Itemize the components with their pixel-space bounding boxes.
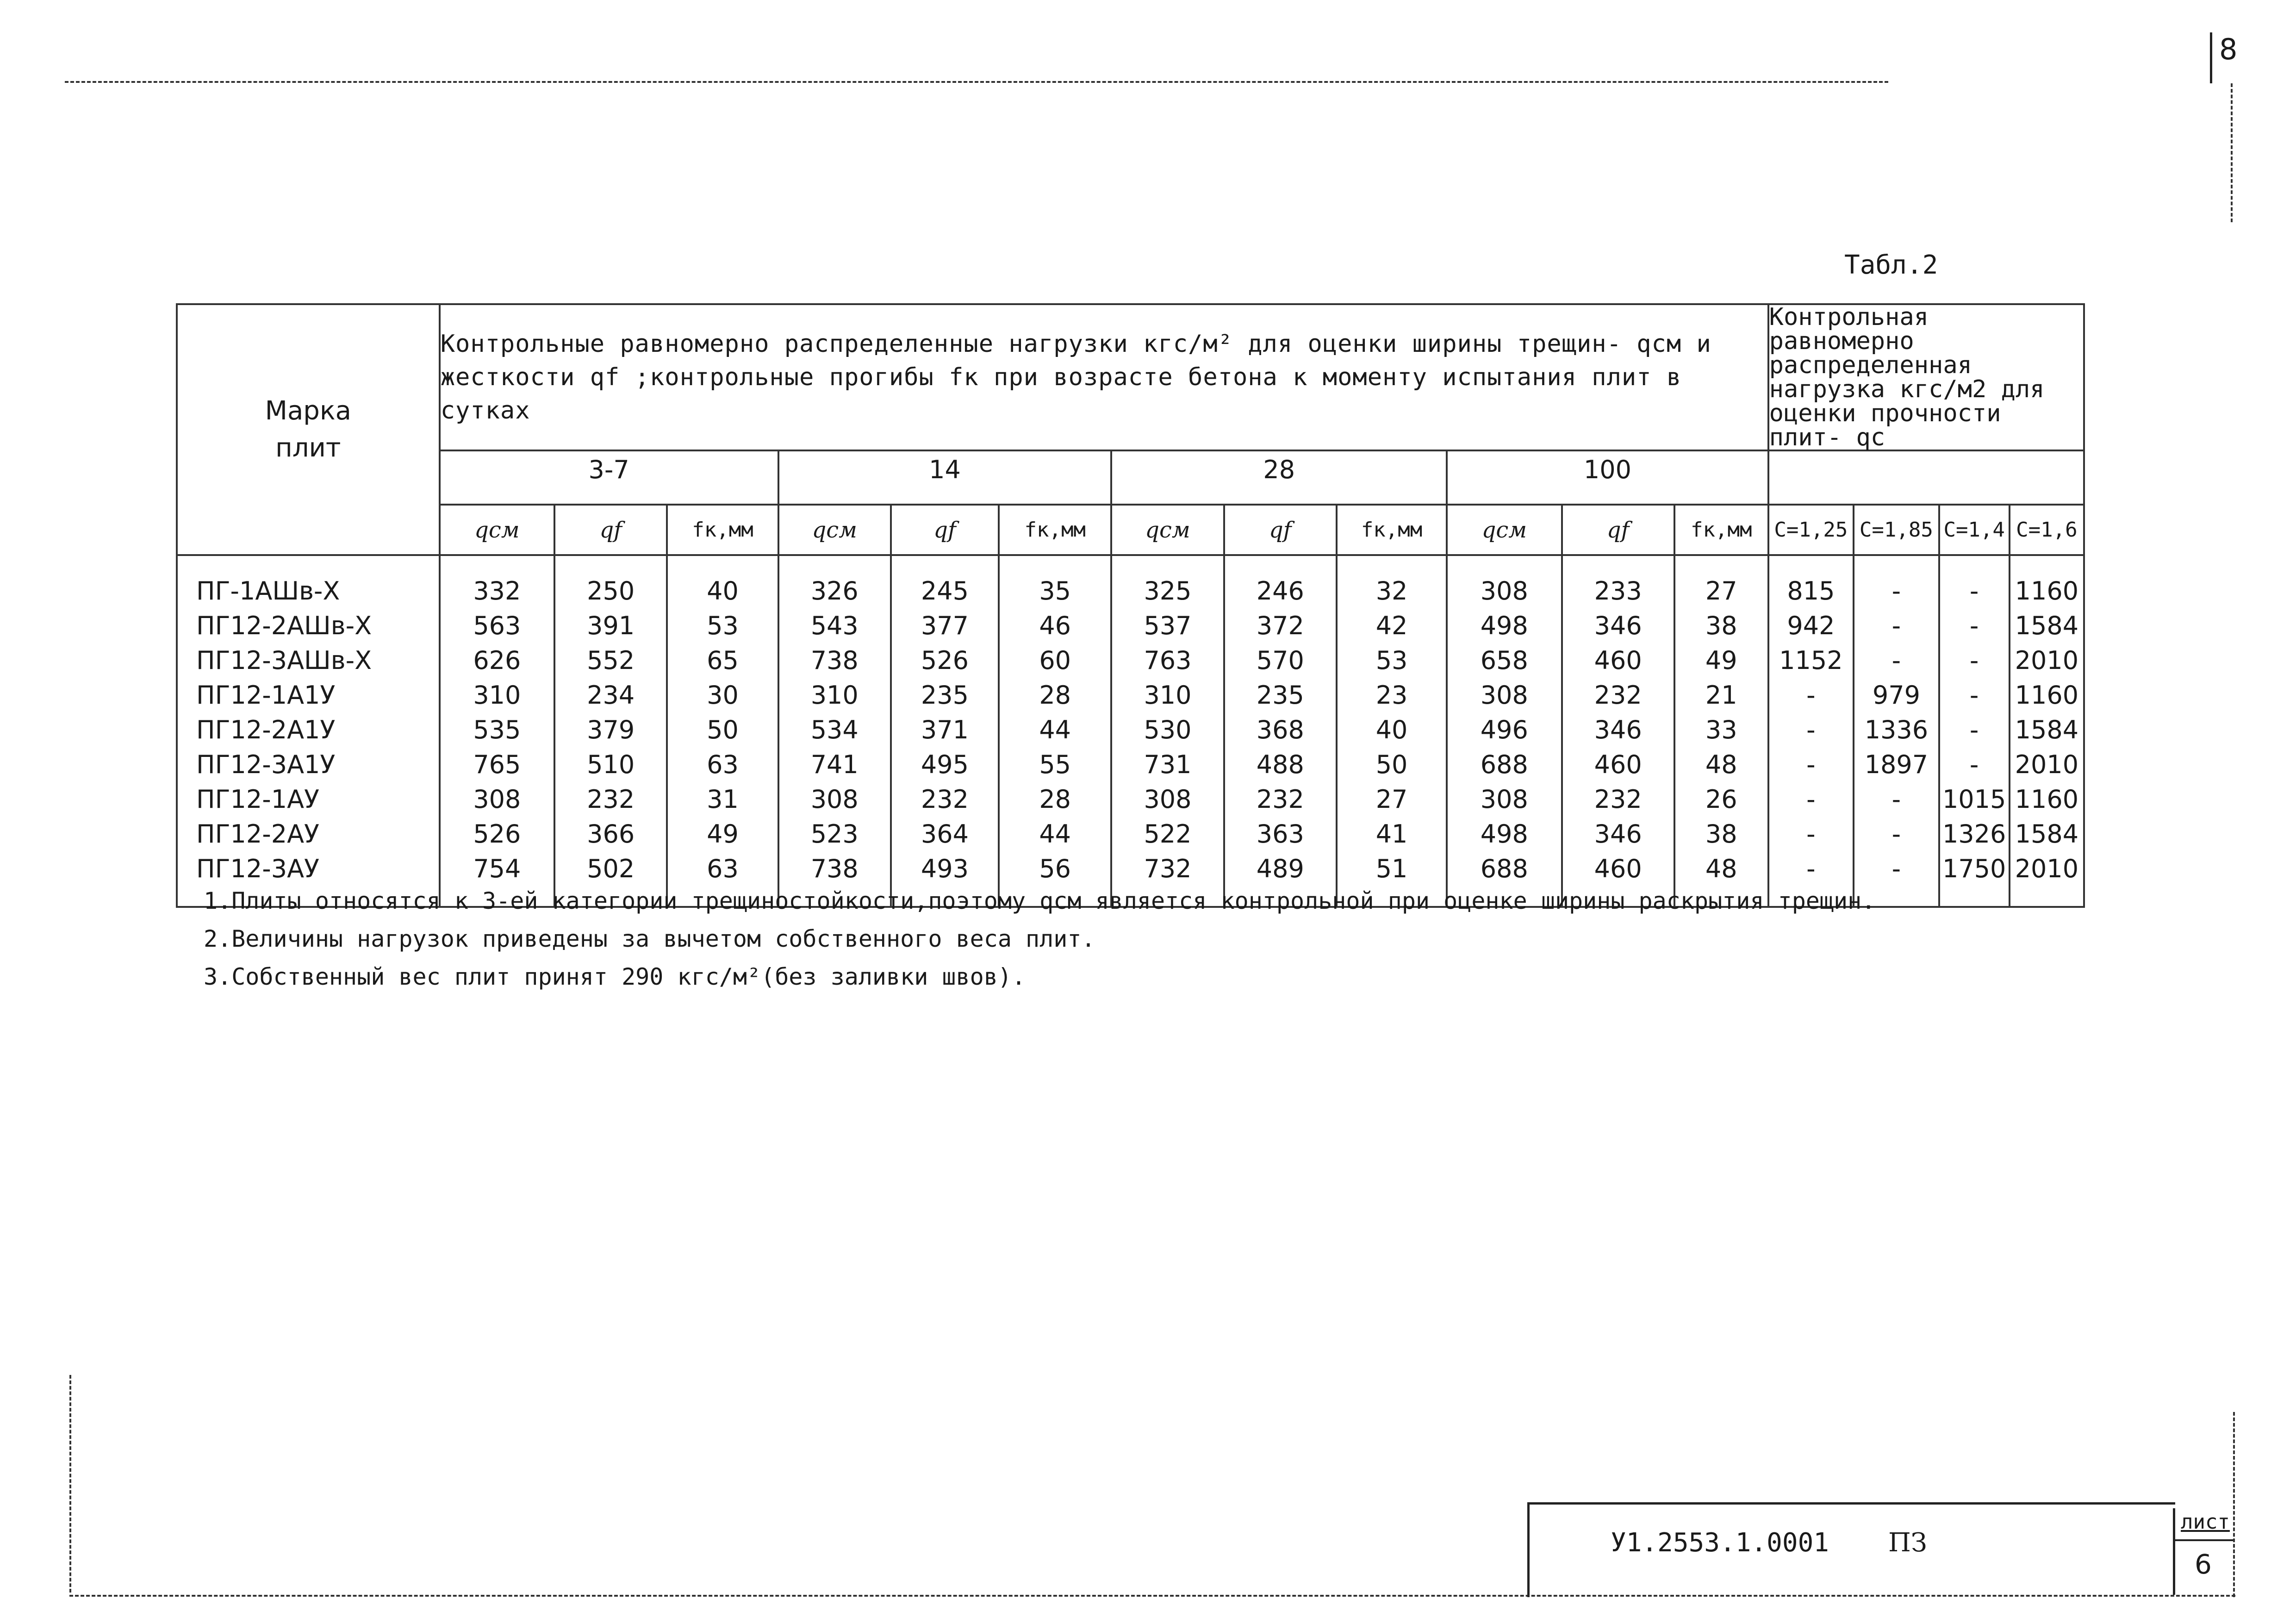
data-column: 245 377 526 235 371 495 232 364 493 bbox=[891, 555, 999, 907]
table-header-row-sub bbox=[177, 505, 2084, 555]
age-header-strength bbox=[1768, 450, 2084, 505]
top-frame-line bbox=[65, 81, 1888, 83]
sub-header: qf bbox=[1562, 505, 1674, 555]
left-margin-line bbox=[69, 1375, 71, 1593]
document-code: У1.2553.1.0001 bbox=[1611, 1528, 1829, 1558]
data-column: 35 46 60 28 44 55 28 44 56 bbox=[999, 555, 1111, 907]
sub-header: qf bbox=[554, 505, 667, 555]
sub-header: С=1,25 bbox=[1768, 505, 1854, 555]
marks-column: ПГ-1АШв-Х ПГ12-2АШв-Х ПГ12-3АШв-Х ПГ12-1А1У ПГ12-2А1У ПГ12-3А1У ПГ12-1АУ ПГ12-2АУ ПГ12-3АУ bbox=[177, 555, 440, 907]
note-item: 3.Собственный вес плит принят 290 кгс/м²(без заливки швов). bbox=[204, 963, 1026, 990]
age-header-3: 28 bbox=[1111, 450, 1447, 505]
data-column: 815 942 1152 - - - - - - bbox=[1768, 555, 1854, 907]
sub-header: qсм bbox=[440, 505, 554, 555]
page-number: 8 bbox=[2219, 32, 2238, 66]
sub-header: qсм bbox=[1111, 505, 1224, 555]
notes bbox=[204, 882, 1875, 996]
sub-header: qсм bbox=[778, 505, 891, 555]
document-type: ПЗ bbox=[1888, 1528, 1927, 1558]
load-table bbox=[176, 303, 2085, 908]
sub-header: fк,мм bbox=[999, 505, 1111, 555]
data-column: 1160 1584 2010 1160 1584 2010 1160 1584 2010 bbox=[2010, 555, 2084, 907]
table-title: Табл.2 bbox=[1844, 250, 1938, 280]
note-item: 1.Плиты относятся к 3-ей категории трещиностойкости,поэтому qсм является контрольной при оценке ширины раскрытия трещин. bbox=[204, 887, 1876, 914]
sheet-label: лист bbox=[2181, 1510, 2230, 1534]
sub-header: qf bbox=[1224, 505, 1337, 555]
data-column: 332 563 626 310 535 765 308 526 754 bbox=[440, 555, 554, 907]
header-right: Контрольная равномерно распределенная нагрузка кгс/м2 для оценки прочности плит- qc bbox=[1768, 304, 2084, 450]
age-header-4: 100 bbox=[1447, 450, 1768, 505]
data-column: 27 38 49 21 33 48 26 38 48 bbox=[1674, 555, 1768, 907]
mark-header bbox=[177, 304, 440, 555]
data-column: - - - - - - 1015 1326 1750 bbox=[1939, 555, 2010, 907]
data-column: 32 42 53 23 40 50 27 41 51 bbox=[1337, 555, 1447, 907]
sub-header: fк,мм bbox=[1674, 505, 1768, 555]
data-column: 308 498 658 308 496 688 308 498 688 bbox=[1447, 555, 1562, 907]
table-header-row-ages bbox=[177, 450, 2084, 505]
sub-header: С=1,85 bbox=[1854, 505, 1939, 555]
age-header-2: 14 bbox=[778, 450, 1112, 505]
sheet-number: 6 bbox=[2195, 1549, 2212, 1580]
data-column: 325 537 763 310 530 731 308 522 732 bbox=[1111, 555, 1224, 907]
sheet-divider bbox=[2173, 1539, 2233, 1541]
table-header-row-1 bbox=[177, 304, 2084, 450]
data-column: - - - 979 1336 1897 - - - bbox=[1854, 555, 1939, 907]
right-margin-line bbox=[2231, 83, 2233, 222]
sub-header: qсм bbox=[1447, 505, 1562, 555]
sub-header: С=1,6 bbox=[2010, 505, 2084, 555]
header-main: Контрольные равномерно распределенные нагрузки кгс/м² для оценки ширины трещин- qсм и жесткости qf ;контрольные прогибы fк при возрасте бетона к моменту испытания плит в сутках bbox=[440, 304, 1768, 450]
sub-header: fк,мм bbox=[1337, 505, 1447, 555]
data-column: 233 346 460 232 346 460 232 346 460 bbox=[1562, 555, 1674, 907]
right-frame-line bbox=[2210, 32, 2212, 83]
table-body-row bbox=[177, 555, 2084, 907]
data-column: 326 543 738 310 534 741 308 523 738 bbox=[778, 555, 891, 907]
data-column: 40 53 65 30 50 63 31 49 63 bbox=[667, 555, 778, 907]
data-column: 246 372 570 235 368 488 232 363 489 bbox=[1224, 555, 1337, 907]
sub-header: fк,мм bbox=[667, 505, 778, 555]
mark-header-label: Марка плит bbox=[265, 396, 351, 463]
note-item: 2.Величины нагрузок приведены за вычетом собственного веса плит. bbox=[204, 925, 1095, 952]
sub-header: qf bbox=[891, 505, 999, 555]
age-header-1: 3-7 bbox=[440, 450, 778, 505]
data-column: 250 391 552 234 379 510 232 366 502 bbox=[554, 555, 667, 907]
sub-header: С=1,4 bbox=[1939, 505, 2010, 555]
